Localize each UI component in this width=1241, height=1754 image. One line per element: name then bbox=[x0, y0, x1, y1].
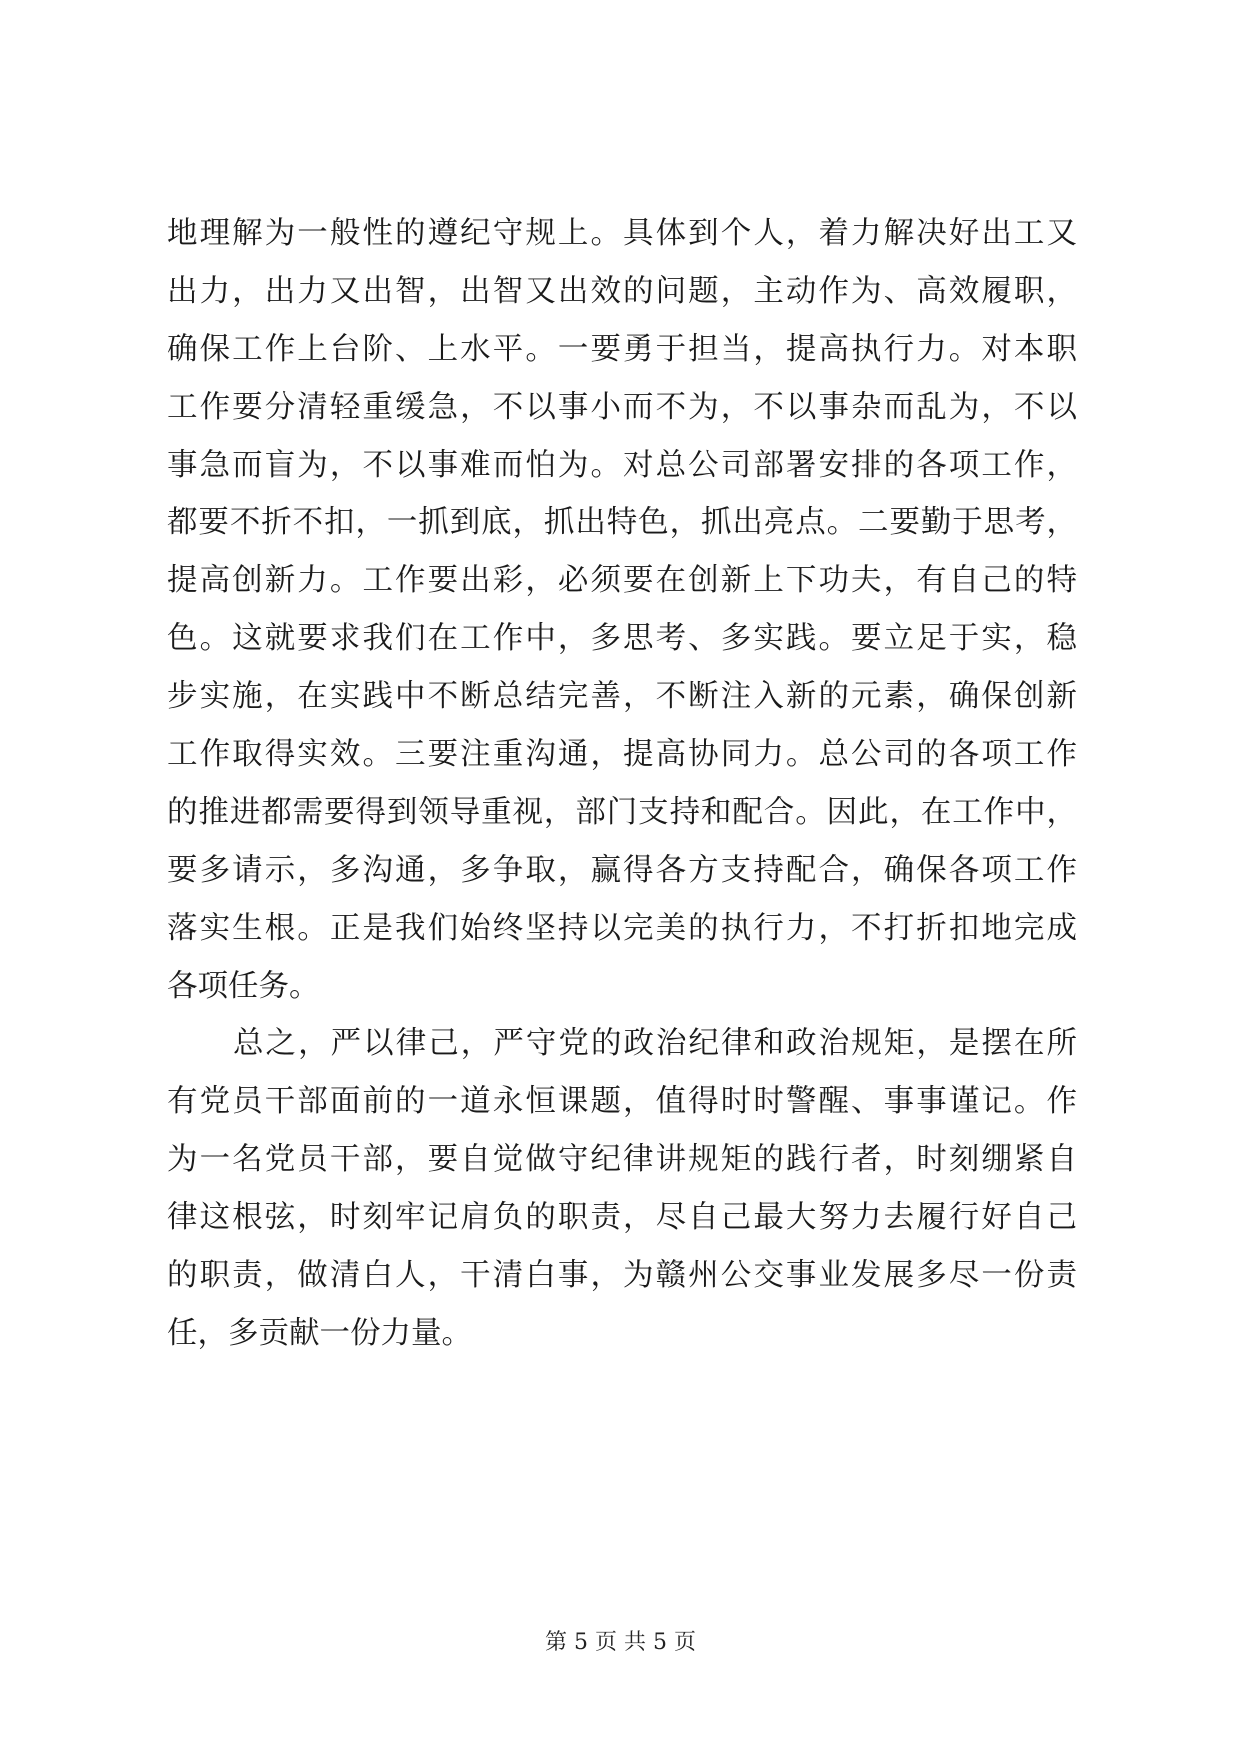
text-line: 落实生根。正是我们始终坚持以完美的执行力，不打折扣地完成 bbox=[167, 910, 1077, 946]
page-number: 第 5 页 共 5 页 bbox=[545, 1630, 696, 1655]
text-line: 提高创新力。工作要出彩，必须要在创新上下功夫，有自己的特 bbox=[167, 563, 1077, 599]
text-line: 工作取得实效。三要注重沟通，提高协同力。总公司的各项工作 bbox=[167, 737, 1077, 773]
text-line: 的职责，做清白人，干清白事，为赣州公交事业发展多尽一份责 bbox=[167, 1258, 1077, 1294]
page-footer bbox=[0, 1628, 1241, 1658]
text-line: 的推进都需要得到领导重视，部门支持和配合。因此，在工作中， bbox=[167, 794, 1077, 830]
text-line: 为一名党员干部，要自觉做守纪律讲规矩的践行者，时刻绷紧自 bbox=[167, 1142, 1077, 1178]
paragraph bbox=[167, 205, 1077, 1015]
text-line: 有党员干部面前的一道永恒课题，值得时时警醒、事事谨记。作 bbox=[167, 1084, 1077, 1120]
text-line: 确保工作上台阶、上水平。一要勇于担当，提高执行力。对本职 bbox=[167, 331, 1077, 367]
text-line: 任，多贡献一份力量。 bbox=[167, 1315, 472, 1351]
text-line: 各项任务。 bbox=[167, 968, 320, 1004]
text-line: 色。这就要求我们在工作中，多思考、多实践。要立足于实，稳 bbox=[167, 621, 1077, 657]
text-line: 工作要分清轻重缓急，不以事小而不为，不以事杂而乱为，不以 bbox=[167, 389, 1077, 425]
text-line: 步实施，在实践中不断总结完善，不断注入新的元素，确保创新 bbox=[167, 679, 1077, 715]
text-line: 律这根弦，时刻牢记肩负的职责，尽自己最大努力去履行好自己 bbox=[167, 1200, 1077, 1236]
document-body bbox=[167, 205, 1077, 1363]
text-line: 总之，严以律己，严守党的政治纪律和政治规矩，是摆在所 bbox=[233, 1026, 1077, 1062]
text-line: 都要不折不扣，一抓到底，抓出特色，抓出亮点。二要勤于思考， bbox=[167, 505, 1077, 541]
text-line: 出力，出力又出智，出智又出效的问题，主动作为、高效履职， bbox=[167, 273, 1077, 309]
text-line: 地理解为一般性的遵纪守规上。具体到个人，着力解决好出工又 bbox=[167, 216, 1077, 251]
paragraph bbox=[167, 1015, 1077, 1362]
text-line: 要多请示，多沟通，多争取，赢得各方支持配合，确保各项工作 bbox=[167, 852, 1077, 888]
text-line: 事急而盲为，不以事难而怕为。对总公司部署安排的各项工作， bbox=[167, 447, 1077, 483]
